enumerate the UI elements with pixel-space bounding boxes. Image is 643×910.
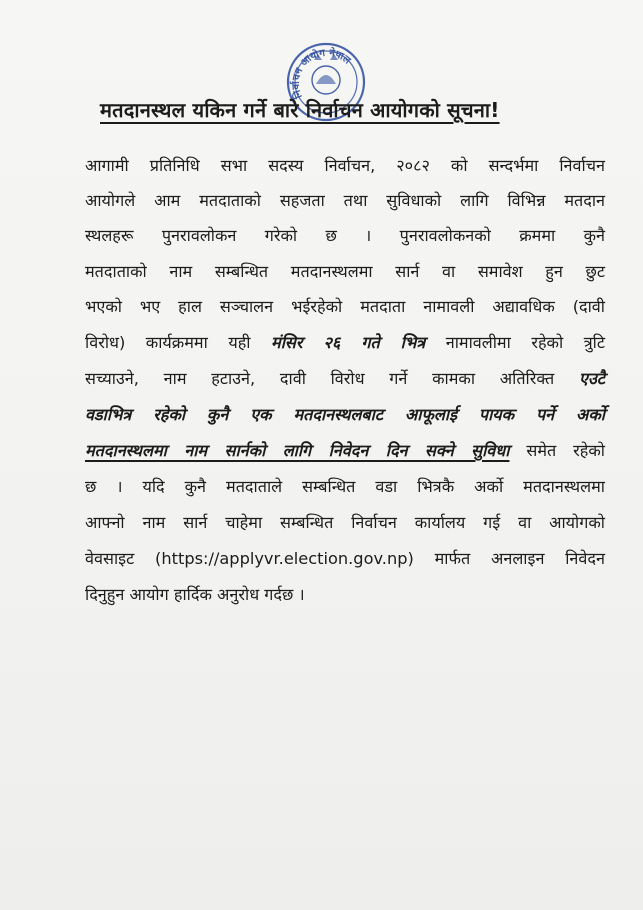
body-line-7: [85, 363, 605, 395]
body-text: सच्याउने, नाम हटाउने, दावी विरोध गर्ने कामका अतिरिक्त: [85, 369, 555, 388]
body-text: समेत रहेको: [526, 441, 605, 460]
body-text: नामावलीमा रहेको त्रुटि: [445, 333, 605, 352]
body-line-10: छ । यदि कुनै मतदाताले सम्बन्धित वडा भित्रकै अर्को मतदानस्थलमा: [85, 477, 605, 496]
body-line-11: आफ्नो नाम सार्न चाहेमा सम्बन्धित निर्वाचन कार्यालय गई वा आयोगको: [85, 513, 605, 532]
body-line-1: आगामी प्रतिनिधि सभा सदस्य निर्वाचन, २०८२ को सन्दर्भमा निर्वाचन: [85, 156, 605, 175]
body-line-2: आयोगले आम मतदाताको सहजता तथा सुविधाको लागि विभिन्न मतदान: [85, 191, 605, 210]
emphasis-text: एउटै: [579, 369, 605, 388]
body-line-9: [85, 435, 605, 467]
seal-text: निर्वाचन आयोग नेपाल: [290, 47, 353, 100]
body-line-8: वडाभित्र रहेको कुनै एक मतदानस्थलबाट आफूलाई पायक पर्ने अर्को: [85, 405, 605, 424]
body-text: विरोध) कार्यक्रममा यही: [85, 333, 251, 352]
body-line-6: [85, 327, 605, 359]
body-line-12: वेवसाइट (https://applyvr.election.gov.np) मार्फत अनलाइन निवेदन: [85, 549, 605, 568]
body-line-13: दिनुहुन आयोग हार्दिक अनुरोध गर्दछ ।: [85, 585, 305, 604]
body-line-4: मतदाताको नाम सम्बन्धित मतदानस्थलमा सार्न वा समावेश हुन छुट: [85, 262, 605, 281]
facility-highlight: मतदानस्थलमा नाम सार्नको लागि निवेदन दिन सक्ने सुविधा: [85, 441, 510, 460]
deadline-highlight: मंसिर २६ गते भित्र: [271, 333, 426, 352]
body-line-5: भएको भए हाल सञ्चालन भईरहेको मतदाता नामावली अद्यावधिक (दावी: [85, 297, 605, 316]
notice-title: मतदानस्थल यकिन गर्ने बारे निर्वाचन आयोगको सूचना!: [100, 98, 500, 122]
body-line-3: स्थलहरू पुनरावलोकन गरेको छ । पुनरावलोकनको क्रममा कुनै: [85, 226, 605, 245]
